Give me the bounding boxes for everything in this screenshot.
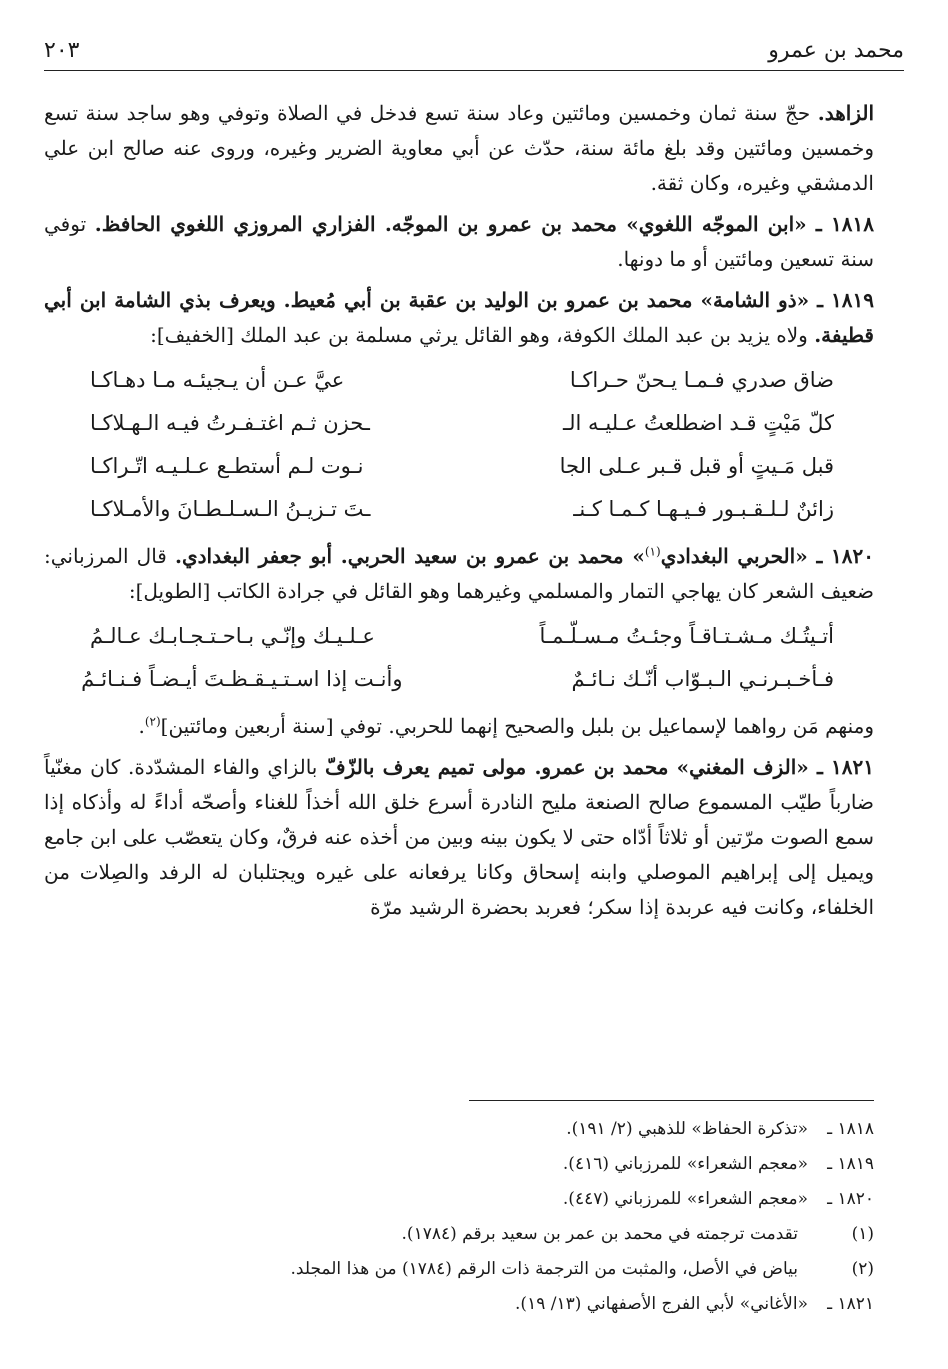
footnote-item bbox=[44, 1287, 874, 1322]
after-poem-end: . bbox=[138, 714, 145, 738]
after-poem-1820 bbox=[44, 709, 874, 744]
verse-line bbox=[44, 488, 874, 531]
footnote-item bbox=[44, 1217, 874, 1252]
footnote-ref-2[interactable]: (٢) bbox=[144, 714, 161, 729]
entry-1821-heading: ١٨٢١ ـ «الزف المغني» محمد بن عمرو. مولى تميم يعرف بالزّفّ bbox=[324, 755, 874, 779]
entry-1818-heading: ١٨١٨ ـ «ابن الموجّه اللغوي» محمد بن عمرو بن الموجّه. الفزاري المروزي اللغوي الحافظ. bbox=[94, 212, 874, 236]
main-text bbox=[44, 96, 874, 931]
entry-1818-text: توفي سنة تسعين ومائتين أو ما دونها. bbox=[44, 212, 874, 271]
verse-first-hemistich: ضاق صدري فـمـا يـحنّ حـراكـا bbox=[569, 368, 834, 392]
entry-1820-text: قال المرزباني: ضعيف الشعر كان يهاجي التمار والمسلمي وغيرهما وهو القائل في جرادة الكاتب [الطويل]: bbox=[44, 544, 874, 603]
footnote-number: ١٨١٨ ـ bbox=[827, 1119, 874, 1139]
running-header bbox=[44, 30, 904, 71]
footnote-item bbox=[44, 1147, 874, 1182]
entry-1821 bbox=[44, 750, 874, 925]
verse-first-hemistich: كلّ مَيْتٍ قـد اضطلعتُ عـليـه الـ bbox=[562, 411, 834, 435]
verse-line bbox=[44, 359, 874, 402]
footnotes bbox=[44, 1112, 874, 1322]
verse-first-hemistich: زائنٌ لـلـقـبـور فـيـهـا كـمـا كـنـ bbox=[573, 497, 834, 521]
verse-second-hemistich: نـوت لـم أستطـع عـلـيـه اتّـراكـا bbox=[90, 454, 364, 478]
verse-line bbox=[44, 615, 874, 658]
poem-1819 bbox=[44, 359, 874, 531]
footnote-number: ١٨١٩ ـ bbox=[827, 1154, 874, 1174]
footnote-item bbox=[44, 1112, 874, 1147]
intro-bold: الزاهد. bbox=[817, 101, 874, 125]
verse-first-hemistich: فـأخـبـرنـي الـبـوّاب أنّـك نـائـمٌ bbox=[571, 667, 834, 691]
footnote-number: ١٨٢٠ ـ bbox=[827, 1189, 874, 1209]
entry-1818 bbox=[44, 207, 874, 277]
entry-1820-heading-cont: » محمد بن عمرو بن سعيد الحربي. أبو جعفر البغدادي. bbox=[175, 544, 645, 568]
entry-1821-text: بالزاي والفاء المشدّدة. كان مغنّياً ضارباً طيّب المسموع صالح الصنعة مليح النادرة أسرع خلق الله أخذاً للغناء وأصحّه أداءً له وأذكاه إذا سمع الصوت مرّتين أو ثلاثاً أدّاه حتى لا يكون بينه وبين من أخذه عنه فرقٌ، وكان يتعصّب على ابن جامع ويميل إلى إبراهيم الموصلي وابنه إسحاق وكانا يرفعانه على غيره ويجتلبان له الرفد والصِلات من الخلفاء، وكانت فيه عربدة إذا سكر؛ فعربد بحضرة الرشيد مرّة bbox=[44, 755, 874, 919]
verse-line bbox=[44, 445, 874, 488]
footnote-number: (١) bbox=[851, 1224, 874, 1244]
footnote-ref-1[interactable]: (١) bbox=[644, 544, 661, 559]
footnote-text: بياض في الأصل، والمثبت من الترجمة ذات الرقم (١٧٨٤) من هذا المجلد. bbox=[290, 1259, 798, 1279]
footnote-item bbox=[44, 1182, 874, 1217]
entry-1820 bbox=[44, 539, 874, 609]
entry-1819 bbox=[44, 283, 874, 353]
verse-second-hemistich: ـحزن ثـم اغتـفـرتُ فيـه الـهـلاكـا bbox=[90, 411, 370, 435]
intro-paragraph bbox=[44, 96, 874, 201]
after-poem-text: ومنهم مَن رواهما لإسماعيل بن بلبل والصحيح إنهما للحربي. توفي [سنة أربعين ومائتين] bbox=[160, 714, 874, 738]
footnote-number: ١٨٢١ ـ bbox=[827, 1294, 874, 1314]
verse-second-hemistich: ـتَ تـزيـنُ الـسـلـطـانَ والأمـلاكـا bbox=[90, 497, 371, 521]
verse-second-hemistich: عيَّ عـن أن يـجيئـه مـا دهـاكـا bbox=[90, 368, 345, 392]
page-number: ٢٠٣ bbox=[44, 37, 80, 63]
entry-1819-heading: ١٨١٩ ـ «ذو الشامة» محمد بن عمرو بن الوليد بن عقبة بن أبي مُعيط. ويعرف بذي الشامة ابن أبي قطيفة. bbox=[44, 288, 874, 347]
footnote-number: (٢) bbox=[851, 1259, 874, 1279]
footnote-text: تقدمت ترجمته في محمد بن عمر بن سعيد برقم (١٧٨٤). bbox=[401, 1224, 798, 1244]
footnote-text: «معجم الشعراء» للمرزباني (٤١٦). bbox=[562, 1154, 808, 1174]
footnote-text: «تذكرة الحفاظ» للذهبي (٢/ ١٩١). bbox=[566, 1119, 808, 1139]
entry-1820-heading: ١٨٢٠ ـ «الحربي البغدادي bbox=[660, 544, 875, 568]
footnote-divider bbox=[469, 1100, 874, 1101]
footnote-text: «معجم الشعراء» للمرزباني (٤٤٧). bbox=[562, 1189, 808, 1209]
running-title: محمد بن عمرو bbox=[768, 37, 904, 63]
verse-line bbox=[44, 658, 874, 701]
poem-1820 bbox=[44, 615, 874, 701]
entry-1819-text: ولاه يزيد بن عبد الملك الكوفة، وهو القائل يرثي مسلمة بن عبد الملك [الخفيف]: bbox=[150, 323, 815, 347]
footnote-item bbox=[44, 1252, 874, 1287]
verse-second-hemistich: عـلـيـك وإنّـي بـاحـتـجـابـك عـالـمُ bbox=[90, 624, 375, 648]
verse-line bbox=[44, 402, 874, 445]
footnote-text: «الأغاني» لأبي الفرج الأصفهاني (١٣/ ١٩). bbox=[515, 1294, 808, 1314]
verse-second-hemistich: وأنـت إذا اسـتـيـقـظـتَ أيـضـاً فـنـائـمُ bbox=[81, 667, 403, 691]
intro-text: حجّ سنة ثمان وخمسين ومائتين وعاد سنة تسع فدخل في الصلاة وتوفي وهو ساجد سنة تسع وخمسين ومائتين وقد بلغ مائة سنة، حدّث عن أبي معاوية الضرير وغيره، وروى عنه صالح ابن علي الدمشقي وغيره، وكان ثقة. bbox=[44, 101, 874, 195]
verse-first-hemistich: قبل مَـيتٍ أو قبل قـبر عـلى الجا bbox=[559, 454, 834, 478]
verse-first-hemistich: أتـيتُـك مـشـتـاقـاً وجئـتُ مـسـلّـمـاً bbox=[539, 624, 834, 648]
